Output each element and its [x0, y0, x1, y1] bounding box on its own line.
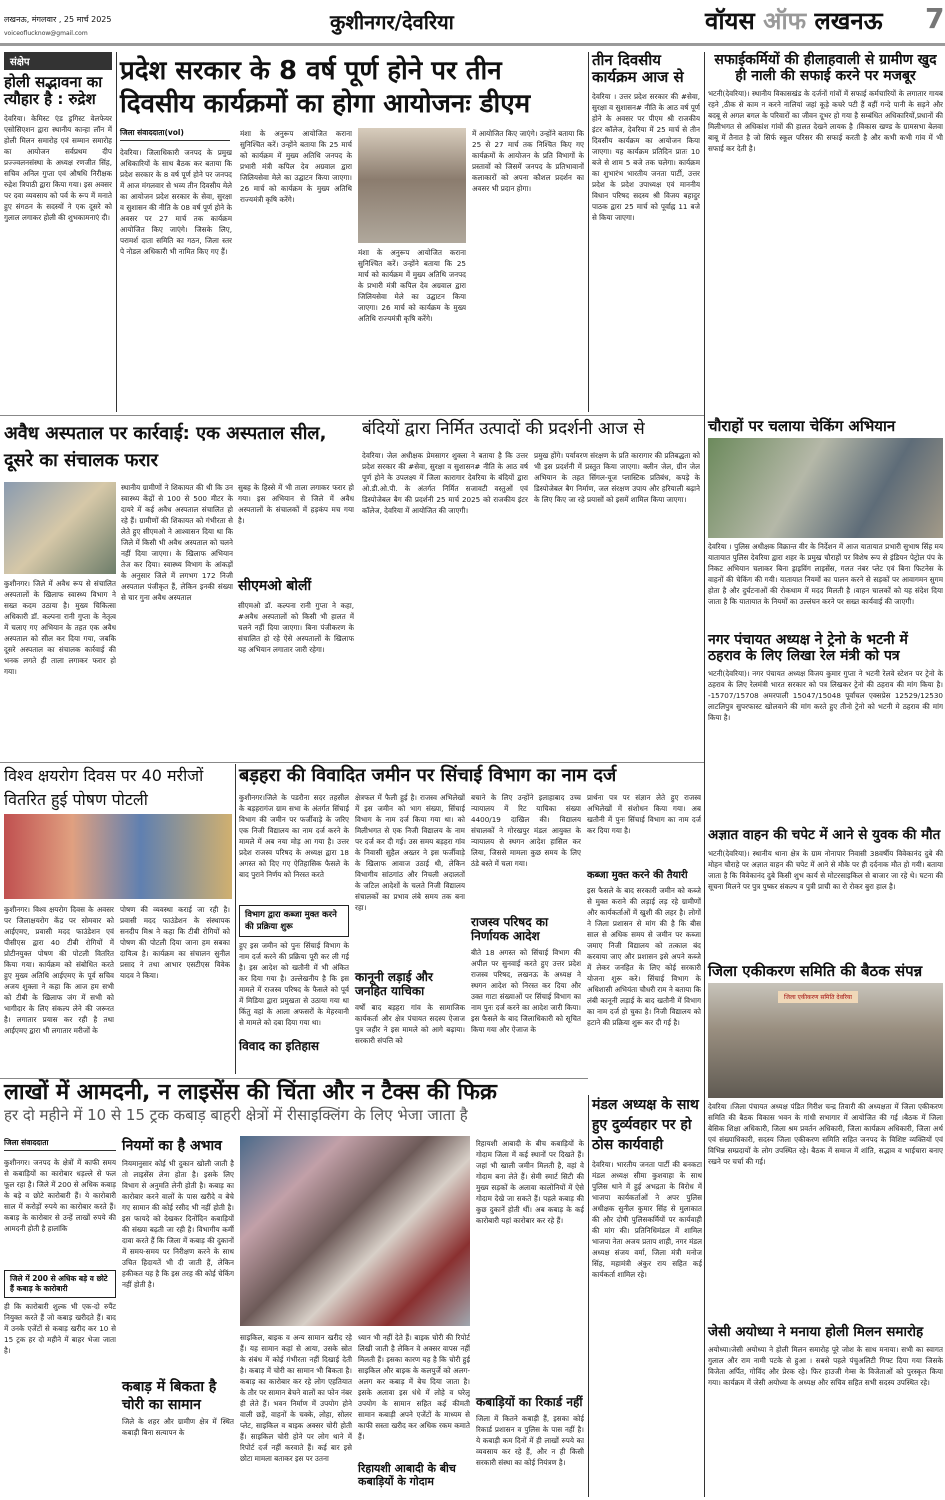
- meeting-banner: जिला एकीकरण समिति देवरिया: [778, 991, 858, 1003]
- history-subhead: विवाद का इतिहास: [239, 1039, 320, 1053]
- lead-article: [120, 55, 585, 410]
- mandal-headline: मंडल अध्यक्ष के साथ हुए दुर्व्यवहार पर हो ठोस कार्यवाही: [592, 1097, 699, 1153]
- meeting-photo: [708, 983, 943, 1098]
- scrap-headline: लाखों में आमदनी, न लाइसेंस की चिंता और न टैक्स की फिक्र: [4, 1080, 497, 1105]
- legal-subhead: कानूनी लड़ाई और जनहित याचिका: [355, 970, 433, 998]
- pull-quote: विभाग द्वारा कब्जा मुक्त करने की प्रक्रिया शुरू: [239, 905, 349, 937]
- sanitation-article: [708, 52, 943, 407]
- column-rule: [704, 52, 705, 1497]
- integration-headline: जिला एकीकरण समिति की बैठक संपन्न: [708, 962, 923, 980]
- contact-email[interactable]: voiceoflucknow@gmail.com: [4, 30, 88, 37]
- hospital-col2: स्थानीय ग्रामीणों ने शिकायत की थी कि उन स्वास्थ्य केंद्रों से 100 से 500 मीटर के दायरे में कई अवैध अस्पताल संचालित हो रहे हैं। ग्रामीणों की शिकायत को गंभीरता से लेते हुए सीएमओ ने आश्वासन दिया था कि जिले में किसी भी अवैध अस्पताल को चलने नहीं दिया जाएगा। के खिलाफ अभियान तेज कर दिया। स्वास्थ्य विभाग के आंकड़ों के अनुसार जिले में लगभग 172 निजी अस्पताल पंजीकृत हैं, लेकिन इनकी संख्या से चार गुना अवैध अस्पताल: [121, 483, 233, 602]
- lead-col3: में आयोजित किए जाएंगे। उन्होंने बताया कि 25 से 27 मार्च तक निश्चित किए गए कार्यक्रमों के आयोजन के प्रति विभागों के प्रस्तावों को जिसमें जनपद के प्रतिभावानों कलाकारों को अपना कौशल प्रदर्शन का अवसर भी प्रदान होगा।: [472, 129, 584, 193]
- vacate-body: इस फैसले के बाद सरकारी जमीन को कब्जे से मुक्त कराने की लड़ाई लड़ रहे ग्रामीणों और कार्यकर्ताओं में खुशी की लहर है। लोगों ने जिला प्रशासन से मांग की है कि बीस साल से अधिक समय से जमीन पर कब्जा जमाए निजी विद्यालय को तत्काल बंद करवाया जाए और प्रशासन इसे अपने कब्जे में लेकर जनहित के लिए कोई सरकारी योजना शुरू करे। सिंचाई विभाग के अधिशासी अभियंता चौधरी राम ने बताया कि लंबी कानूनी लड़ाई के बाद खतौनी में विभाग का नाम दर्ज हो चुका है। निजी विद्यालय को हटाने की प्रक्रिया शुरू कर दी गई है।: [587, 885, 701, 1027]
- scrap-col4: [358, 1332, 470, 1497]
- godown-subhead: रिहायशी आबादी के बीच कबाड़ियों के गोदाम: [358, 1462, 456, 1488]
- badhara-col1: [239, 792, 349, 1076]
- tb-col1: कुशीनगर। विश्व क्षयरोग दिवस के अवसर पर जिलाक्षयरोग केंद्र पर सोमवार को आईएमए, प्रवासी मदद फाउंडेशन एवं पीसीएस द्वारा 40 टीबी रोगियों में प्रोटीनयुक्त पोषण की पोटली वितरित किया गया। कार्यक्रम को संबोधित करते हुए मुख्य अतिथि आईएमए के पूर्व सचिव अजय शुक्ला ने कहा कि आज हम सभी को टीबी के खिलाफ जंग में सभी को भागीदार के लिए संकल्प लेने की जरूरत है। लगातार प्रयास कर रही है तथा आईएमए द्वारा भी लगातार मरीजों के: [4, 905, 114, 1035]
- brand-word-3: लखनऊ: [814, 6, 883, 35]
- brief-body: देवरिया। केमिस्ट एंड ड्रगिस्ट वेलफेयर एसोसिएशन द्वारा स्थानीय कान्हा लॉन में होली मिलन समारोह एवं सम्मान समारोह का आयोजन सर्वप्रथम दीप प्रज्ज्वलनसंस्था के अध्यक्ष रणजीत सिंह, सचिव अनिल गुप्ता एवं औषधि निरीक्षक रुद्रेश त्रिपाठी द्वारा किया गया। इस अवसर पर दवा व्यवसाय को पर्व के रूप में मनाते हुए संगठन के सदस्यों ने एक दूसरे को गुलाल लगाकर होली की शुभकामनाएं दी।: [4, 113, 112, 222]
- train-headline: नगर पंचायत अध्यक्ष ने ट्रेनो के भटनी में ठहराव के लिए लिखा रेल मंत्री को पत्र: [708, 632, 908, 665]
- council-body: बीते 18 अगस्त को सिंचाई विभाग की अपील पर सुनवाई करते हुए उत्तर प्रदेश राजस्व परिषद, लखनऊ के अध्यक्ष ने स्थगन आदेश को निरस्त कर दिया और उक्त गाटा संख्याओं पर सिंचाई विभाग का नाम पुनः दर्ज करने का आदेश जारी किया। इस फैसले के बाद जिलाधिकारी को सूचित किया गया और ऐजाज के: [471, 947, 581, 1034]
- scrap-col5-text: रिहायशी आबादी के बीच कबाड़ियों के गोदाम जिला में कई स्थानों पर दिखते हैं। जहां भी खाली जमीन मिलती है, वहां वे गोदाम बना लेते हैं। सेमी स्मार्ट सिटी की मुख्य सड़कों के अलावा कालोनियों में ऐसे गोदाम देखे जा सकते हैं। पहले कबाड़ की कुछ दुकानें होती थीं। अब कबाड़ के कई कारोबारी यहां कारोबार कर रहे हैं।: [476, 1139, 584, 1225]
- record-subhead: कबाड़ियों का रिकार्ड नहीं: [476, 1395, 583, 1409]
- brand-word-1: वॉयस: [705, 6, 755, 35]
- page-number: 7: [925, 2, 945, 35]
- council-subhead: राजस्व परिषद का निर्णायक आदेश: [471, 915, 549, 943]
- badhara-col1-text: कुशीनगर।जिले के पडरौना सदर तहसील के बड़हरागंज ग्राम सभा के अंतर्गत सिंचाई विभाग की जमीन पर फर्जीवाड़े के जरिए एक निजी विद्यालय का नाम दर्ज करने के मामले में अब नया मोड़ आ गया है। उत्तर प्रदेश राजस्व परिषद के अध्यक्ष द्वारा 18 अगस्त को दिए गए ऐतिहासिक फैसले के बाद पुराने निर्णय को निरस्त करते: [239, 793, 349, 879]
- hospital-col3: सुबह के हिस्से में भी ताला लगाकर फरार हो गया। इस अभियान से जिले में अवैध अस्पतालों के संचालकों में हड़कंप मच गया है।: [238, 483, 354, 525]
- prisoners-headline: बंदियों द्वारा निर्मित उत्पादों की प्रदर्शनी आज से: [362, 419, 645, 439]
- brief-article: [4, 52, 112, 412]
- accident-article: [708, 828, 943, 958]
- sanitation-headline: सफाईकर्मियों की हीलाहवाली से ग्रामीण खुद ही नाली की सफाई करने पर मजबूर: [714, 52, 937, 85]
- tb-headline: विश्व क्षयरोग दिवस पर 40 मरीजों वितरित हुई पोषण पोटली: [4, 766, 204, 809]
- mandal-article: [592, 1095, 702, 1495]
- hospital-col1: कुशीनगर। जिले में अवैध रूप से संचालित अस्पतालों के खिलाफ स्वास्थ्य विभाग ने सख्त कदम उठाया है। मुख्य चिकित्सा अधिकारी डॉ. कल्पना रानी गुप्ता के नेतृत्व में चलाए गए अभियान के तहत एक अवैध अस्पताल को सील कर दिया गया, जबकि दूसरे अस्पताल का संचालक कार्रवाई की भनक लगते ही ताला लगाकर फरार हो गया।: [4, 579, 116, 676]
- cmo-subhead: सीएमओ बोलीं: [238, 578, 312, 594]
- badhara-col1b-text: हुए इस जमीन को पुनः सिंचाई विभाग के नाम दर्ज करने की प्रक्रिया पूरी कर ली गई है। इस आदेश को खतौनी में भी अंकित कर दिया गया है। उल्लेखनीय है कि इस मामले में राजस्व परिषद के फैसले को पूर्व में मिडिया द्वारा प्रमुखता से उठाया गया था किंतु वहां के आला अफसरों के मेहरवानी से मामले को दबा दिया गया था।: [239, 941, 349, 1027]
- newspaper-logo: [705, 4, 883, 37]
- dm-portrait-photo: [358, 128, 466, 243]
- hospital-article: [4, 420, 359, 760]
- scrap-col1: [4, 1138, 116, 1498]
- scrap-col2: [122, 1138, 234, 1478]
- badhara-headline: बड़हरा की विवादित जमीन पर सिंचाई विभाग का नाम दर्ज: [239, 765, 617, 786]
- accident-headline: अज्ञात वाहन की चपेट में आने से युवक की मौत: [708, 827, 941, 843]
- hospital-photo: [4, 482, 116, 574]
- prisoners-article: [362, 420, 702, 760]
- lead-col1: देवरिया। जिलाधिकारी जनपद के प्रमुख अधिकारियों के साथ बैठक कर बताया कि प्रदेश सरकार के 8 वर्ष पूर्ण होने पर जनपद में आज मंगलवार से भव्य तीन दिवसीय मेले का आयोजन प्रदेश सरकार के सेवा, सुरक्षा व सुशासन की नीति के 08 वर्ष पूर्ण होने के अवसर पर 27 मार्च तक कार्यक्रम आयोजित किए जाएंगे। जिसके लिए, परामर्श दाता समिति का गठन, जिला स्तर पे नोडल अधिकारी भी नामित किए गए हैं।: [120, 148, 232, 256]
- column-rule: [116, 52, 117, 412]
- scrap-col3: साइकिल, बाइक व अन्य सामान खरीद रहे हैं। यह सामान कहां से आया, उसके स्रोत के संबंध में कोई गंभीरता नहीं दिखाई देती है। कबाड़ में चोरी का सामान भी बिकता है। कबाड़ का कारोबार कर रहे लोग एहतियात के तौर पर सामान बेचने वालों का फोन नंबर ही लेते हैं। भवन निर्माण में उपयोग होने वाली छड़ें, वाहनों के चक्के, लोहा, सोलर प्लेट, साइकिल व बाइक अक्सर चोरी होती हैं। साइकिल चोरी होने पर लोग थाने में रिपोर्ट दर्ज नहीं करवाते हैं। कई बार इसे छोटा मामला बताकर इस पर उतना: [240, 1333, 352, 1463]
- legal-body: वर्षों बाद बड़हरा गांव के सामाजिक कार्यकर्ता और क्षेत्र पंचायत सदस्य ऐजाज पुत्र जहीर ने इस मामले को आगे बढ़ाया। सरकारी संपत्ति को: [355, 1002, 465, 1045]
- badhara-article: [239, 766, 703, 1076]
- checking-photo: [708, 438, 943, 538]
- stolen-subhead: कबाड़ में बिकता है चोरी का सामान: [122, 1379, 217, 1414]
- badhara-col2: [355, 792, 465, 1076]
- section-rule: [0, 1078, 588, 1079]
- lead-byline: जिला संवाददाता(vol): [120, 128, 230, 141]
- checking-headline: चौराहों पर चलाया चेकिंग अभियान: [708, 417, 896, 435]
- scrap-col2-text: नियमानुसार कोई भी दुकान खोली जाती है तो लाइसेंस लेना होता है। इसके लिए विभाग से अनुमति लेनी होती है। कबाड़ का कारोबार करने वालों के पास खरीदे व बेचे गए सामान की कोई रसीद भी नहीं होती है। इस फायदे को देखकर दिनोंदिन कबाड़ियों की संख्या बढ़ती जा रही है। विभागीय कर्मी दावा करते हैं कि जिला में कबाड़ की दुकानों में समय-समय पर निरीक्षण करने के साथ उचित हिदायतें भी दी जाती हैं, लेकिन हकीकत यह है कि इस तरह की कोई चेकिंग नहीं होती है।: [122, 1159, 234, 1290]
- column-rule: [588, 1095, 589, 1497]
- prisoners-col2: प्रमुख होंगे। पर्यावरण संरक्षण के प्रति कारागार की प्रतिबद्धता को भी इस प्रदर्शनी में प्रस्तुत किया जाएगा। क्लीन जेल, ग्रीन जेल अभियान के तहत सिंगल-यूज प्लास्टिक प्रतिबंध, कपड़े के डिस्पोजेबल बैग निर्माण, जल संरक्षण उपाय और हरियाली बढ़ाने के लिए किए जा रहे प्रयासों को इसमें शामिल किया जाएगा।: [534, 451, 700, 504]
- checking-body: देवरिया । पुलिस अधीक्षक विक्रान्त वीर के निर्देशन में आज यातायात प्रभारी सुभाष सिंह मय यातायात पुलिस देवरिया द्वारा शहर के प्रमुख चौराहों पर विशेष रूप से इंडियन पेट्रोल पंप के निकट अभियान चलाकर बिना ड्राइविंग लाइसेंस, गलत नंबर प्लेट एवं बिना फिटनेस के वाहनों की चेकिंग की गयी। यातायात नियमों का पालन करने से सड़कों पर आवागमन सुगम होता है और दुर्घटनाओं की रोकथाम में मदद मिलती है ।वाहन चालकों को यह संदेश दिया जाता है कि यातायात के नियमों का उल्लंघन करने पर सख्त कार्यवाई की जाएगी।: [708, 542, 943, 607]
- holi-body: अयोध्या।जेसी अयोध्या ने होली मिलन समारोह पूरे जोश के साथ मनाया। सभी का स्वागत गुलाल और राम नामी पटके से हुआ । सबसे पहले पंचुअलिटी गिफ्ट दिया गया जिसके विजेता अर्पित, गोविंद और प्रेरक रहे। फिर हाउजी गेम्स के विजेताओं को पुरस्कृत किया गया। कार्यक्रम में जेसी अयोध्या के अध्यक्ष और सचिव सहित सभी सदस्य उपस्थित रहे।: [708, 1344, 943, 1387]
- integration-article: [708, 963, 943, 1318]
- train-body: भटनी(देवरिया)। नगर पंचायत अध्यक्ष विजय कुमार गुप्ता ने भटनी रेलवे स्टेशन पर ट्रेनो के ठहराव के लिए रेलमंत्री भारत सरकार को पत्र लिखकर ट्रेनो की ठहराव की मांग किया है। -15707/15708 अमरपाली 15047/15048 पूर्वांचल एक्सप्रेस 12529/12530 लाटलिपुत्र सुपरफास्ट खोलवाने की मांग करते हुए तीनो ट्रेनो को भटनी मे ठहराव की मांग किया है।: [708, 669, 943, 723]
- accident-body: भटनी(देवरिया)। स्थानीय थाना क्षेत्र के ग्राम नोनापार निवासी 38वर्षीय विवेकानंद दुबे की मोहन चौराहे पर अज्ञात वाहन की चपेट में आने से मौके पर ही दर्दनाक मौत हो गयी। बताया जाता है कि विवेकानंद दुबे किसी शुभ कार्य से मोटरसाइकिल से बाजार जा रहे थे। घटना की सूचना मिलने पर पुत्र पुष्कर संकल्प व पुत्री प्राची का रो रोकर बुरा हाल है।: [708, 848, 943, 891]
- badhara-col4: [587, 792, 701, 1076]
- sanitation-body: भटनी(देवरिया)। स्थानीय विकासखंड के दर्जनों गांवों में सफाई कर्मचारियों के लगातार गायब रहने ,ठीक से काम न करने नालियां जहां कूड़े कचरे पटी हैं वहीं गन्दे पानी के सड़ने और बदबू से अगल बगल के परिवारों का जीवन दूभर हो गया है सम्बंधित अधिकारियों,प्रधानों की मिलीभगत से अधिकांश गांवों की हालत देखने लायक है ।विकास खण्ड के ग्रामसभा बेलवा बाबू में तैनात है जो सिर्फ स्कूल परिसर की सफाई करती है और कभी कभी गांव में भी सफाई कर देती है।: [708, 89, 943, 154]
- stolen-body: जिले के शहर और ग्रामीण क्षेत्र में स्थित कबाड़ी बिना सत्यापन के: [122, 1417, 234, 1438]
- brief-headline: होली सद्भावना का त्यौहार है : रुद्रेश: [4, 73, 103, 109]
- program-body: देवरिया । उत्तर प्रदेश सरकार की #सेवा, सुरक्षा व सुशासन# नीति के आठ वर्ष पूर्ण होने के अवसर पर पीएम श्री राजकीय इंटर कॉलेज, देवरिया में 25 मार्च से तीन दिवसीय कार्यक्रम का आयोजन किया जाएगा। यह कार्यक्रम प्रतिदिन प्रातः 10 बजे से शाम 5 बजे तक चलेगा। कार्यक्रम का शुभारंभ भारतीय जनता पार्टी, उत्तर प्रदेश के प्रदेश उपाध्यक्ष एवं माननीय विधान परिषद सदस्य श्री विजय बहादुर पाठक द्वारा 25 मार्च को पूर्वाह्न 11 बजे से किया जाएगा।: [592, 91, 700, 222]
- column-rule: [588, 52, 589, 412]
- train-article: [708, 632, 943, 817]
- brief-tag: संक्षेप: [4, 52, 112, 70]
- lead-col3a: मंशा के अनुरूप आयोजित कराना सुनिश्चित करें। उन्होंने बताया कि 25 मार्च को कार्यक्रम में मुख्य अतिथि जनपद के प्रभारी मंत्री कपिल देव अग्रवाल द्वारा जिलियसेवा मेले का उद्घाटन किया जाएगा। 26 मार्च को कार्यक्रम के मुख्य अतिथि राज्यमंत्री कृषि करेंगे।: [358, 248, 466, 323]
- record-body: जिला में कितने कबाड़ी हैं, इसका कोई रिकार्ड प्रशासन व पुलिस के पास नहीं है। ये कबाड़ी कम दिनों में ही लाखों रुपये का व्यवसाय कर रहे हैं, और न ही किसी सरकारी संस्था का कोई नियंत्रण है।: [476, 1413, 584, 1467]
- scrap-col1b-text: ही कि कारोबारी शुल्क भी एक-दो रुपैंट नियुक्त करते हैं जो कबाड़ खरीदते हैं। बाद में उनके एजेंटों से कबाड़ खरीद कर 10 से 15 ट्रक हर दो महीने में बाहर भेजा जाता है।: [4, 1302, 116, 1355]
- scrap-byline: जिला संवाददाता: [4, 1138, 116, 1151]
- section-title: कुशीनगर/देवरिया: [330, 10, 454, 34]
- holi-article: [708, 1325, 943, 1497]
- scrap-pull-quote: जिले में 200 से अधिक बड़े व छोटे हैं कबाड़ के कारोबारी: [4, 1270, 116, 1298]
- badhara-col3: [471, 792, 581, 1076]
- scrap-col4-text: ध्यान भी नहीं देते हैं। बाइक चोरी की रिपोर्ट लिखी जाती है लेकिन वे अक्सर वापस नहीं मिलती हैं। इसका कारण यह है कि चोरी हुई साइकिल और बाइक के कलपुर्जे को अलग-अलग कर कबाड़ में बेच दिया जाता है। इसके अलावा इस धंधे में लोहे व घरेलू उपयोग के सामान सहित कई कीमती सामान कबाड़ी अपने एजेंटों के माध्यम से काफी सस्ता खरीद कर अधिक रकम कमाते हैं।: [358, 1333, 470, 1441]
- vacate-subhead: कब्जा मुक्त करने की तैयारी: [587, 870, 688, 881]
- scrap-col1-text: कुशीनगर। जनपद के क्षेत्रों में काफी समय से कबाड़ियों का कारोबार धड़ल्ले से फल फूल रहा है। जिले में 200 से अधिक कबाड़ के बड़े व छोटे कारोबारी हैं। ये कारोबारी साल में करोड़ों रुपये का कारोबार करते हैं। कबाड़ के कारोबार से उन्हें लाखों रुपये की आमदनी होती है हालांकि: [4, 1158, 116, 1233]
- scrap-photo: [240, 1136, 470, 1326]
- lead-headline: प्रदेश सरकार के 8 वर्ष पूर्ण होने पर तीन दिवसीय कार्यक्रमों का होगा आयोजनः डीएम: [120, 56, 531, 119]
- holi-headline: जेसी अयोध्या ने मनाया होली मिलन समारोह: [708, 1324, 924, 1340]
- lead-col2: मंशा के अनुरूप आयोजित कराना सुनिश्चित करें। उन्होंने बताया कि 25 मार्च को कार्यक्रम में मुख्य अतिथि जनपद के प्रभारी मंत्री कपिल देव अग्रवाल द्वारा जिलियसेवा मेले का उद्घाटन किया जाएगा। 26 मार्च को कार्यक्रम के मुख्य अतिथि राज्यमंत्री कृषि करेंगे।: [240, 129, 352, 204]
- tb-col2: पोषण की व्यवस्था कराई जा रही है। प्रवासी मदद फाउंडेशन के संस्थापक सनदीप मिश्र ने कहा कि टीबी रोगियों को पोषण की पोटली दिया जाना हम सबका दायित्व है। कार्यक्रम का संचालन सुनील प्रसाद ने तथा आभार एसटीएस विवेक यादव ने किया।: [120, 905, 230, 980]
- tb-photo: [4, 814, 232, 899]
- scrap-col5: [476, 1138, 584, 1498]
- brand-word-2: ऑफ: [763, 6, 807, 35]
- scrap-article: [4, 1080, 586, 1498]
- section-rule: [0, 762, 704, 763]
- issue-date: लखनऊ, मंगलवार , 25 मार्च 2025: [4, 15, 112, 24]
- checking-article: [708, 418, 943, 618]
- tb-article: [4, 764, 232, 1074]
- badhara-col2-text: क्षेत्रफल में फैली हुई है। राजस्व अभिलेखों में इस जमीन को भाग संख्या, सिंचाई विभाग के नाम दर्ज किया गया था। को मिलीभगत से एक निजी विद्यालय के नाम पर दर्ज कर दी गई। उस समय बड़हरा गांव के निवासी सुहैल अख्तर ने इस फर्जीवाड़े के खिलाफ आवाज उठाई थी, लेकिन विभागीय सांठगांठ और निचली अदालतों के जटिल आदेशों के चलते निजी विद्यालय संचालकों का प्रभाव लंबे समय तक बना रहा।: [355, 793, 465, 912]
- section-rule: [0, 415, 704, 416]
- cmo-body: सीएमओ डॉ. कल्पना रानी गुप्ता ने कहा, #अवैध अस्पतालों को किसी भी हालत में चलने नहीं दिया जाएगा। बिना पंजीकरण के संचालित हो रहे ऐसे अस्पतालों के खिलाफ यह अभियान लगातार जारी रहेगा।: [238, 601, 354, 654]
- program-article: [592, 52, 700, 412]
- scrap-subheadline: हर दो महीने में 10 से 15 ट्रक कबाड़ बाहरी क्षेत्रों में रीसाइक्लिंग के लिए भेजा जाता है: [4, 1106, 468, 1125]
- column-rule: [235, 764, 236, 1074]
- masthead: [0, 0, 945, 46]
- badhara-col4-text: प्रार्थना पत्र पर संज्ञान लेते हुए राजस्व अभिलेखों में संशोधन किया गया। अब खतौनी में पुनः सिंचाई विभाग का नाम दर्ज कर दिया गया है।: [587, 793, 701, 835]
- rules-subhead: नियमों का है अभाव: [122, 1138, 222, 1154]
- integration-body: देवरिया ।जिला पंचायत अध्यक्ष पंडित गिरीश चन्द्र तिवारी की अध्यक्षता में जिला एकीकरण समिति की बैठक विकास भवन के गांधी सभागार में आयोजित की गई ।बैठक में जिला बेसिक शिक्षा अधिकारी, जिला श्रम प्रवर्तन अधिकारी, जिला कार्यक्रम अधिकारी, जिला अर्थ एवं संख्याधिकारी, सदस्य जिला एकीकरण समिति सहित जनपद के विशिष्ट व्यक्तियों एवं विभिन्न सम्प्रदायों के लोग उपस्थित रहे। बैठक में समाज में शांति, सद्भाव व भाईचारा बनाए रखने पर चर्चा की गई।: [708, 1102, 943, 1167]
- prisoners-col1: देवरिया। जेल अधीक्षक प्रेमसागर शुक्ला ने बताया है कि उत्तर प्रदेश सरकार की #सेवा, सुरक्षा व सुशासन# नीति के आठ वर्ष पूर्ण होने के उपलक्ष्य में जिला कारागार देवरिया के बंदियों द्वारा ओ.डी.ओ.पी. के अंतर्गत निर्मित सजावटी वस्तुओं एवं डिस्पोजेबल बैग की प्रदर्शनी 25 मार्च 2025 को राजकीय इंटर कॉलेज, देवरिया में आयोजित की जाएगी।: [362, 451, 528, 515]
- hospital-headline: अवैध अस्पताल पर कार्रवाई: एक अस्पताल सील, दूसरे का संचालक फरार: [4, 423, 327, 471]
- mandal-body: देवरिया। भारतीय जनता पार्टी की बनकटा मंडल अध्यक्ष सीमा कुशवाहा के साथ पुलिस थाने में हुई अभद्रता के विरोध में भाजपा कार्यकर्ताओं ने अपर पुलिस अधीक्षक सुनील कुमार सिंह से मुलाकात की और दोषी पुलिसकर्मियों पर कार्यवाही की मांग की। प्रतिनिधिमंडल में शामिल भाजपा नेता अजय प्रताप शाही, नगर मंडल अध्यक्ष संजय वर्मा, जिला मंत्री मनोज सिंह, महामंत्री अंकुर राय सहित कई कार्यकर्ता शामिल रहे।: [592, 1160, 702, 1279]
- program-headline: तीन दिवसीय कार्यक्रम आज से: [592, 51, 684, 87]
- badhara-col3-text: बचाने के लिए उन्होंने इलाहाबाद उच्च न्यायालय में रिट याचिका संख्या 4400/19 दाखिल की। विद्यालय संचालकों ने गोरखपुर मंडल आयुक्त के न्यायालय से स्थगन आदेश हासिल कर लिया, जिससे मामला कुछ समय के लिए ठंडे बस्ते में चला गया।: [471, 793, 581, 868]
